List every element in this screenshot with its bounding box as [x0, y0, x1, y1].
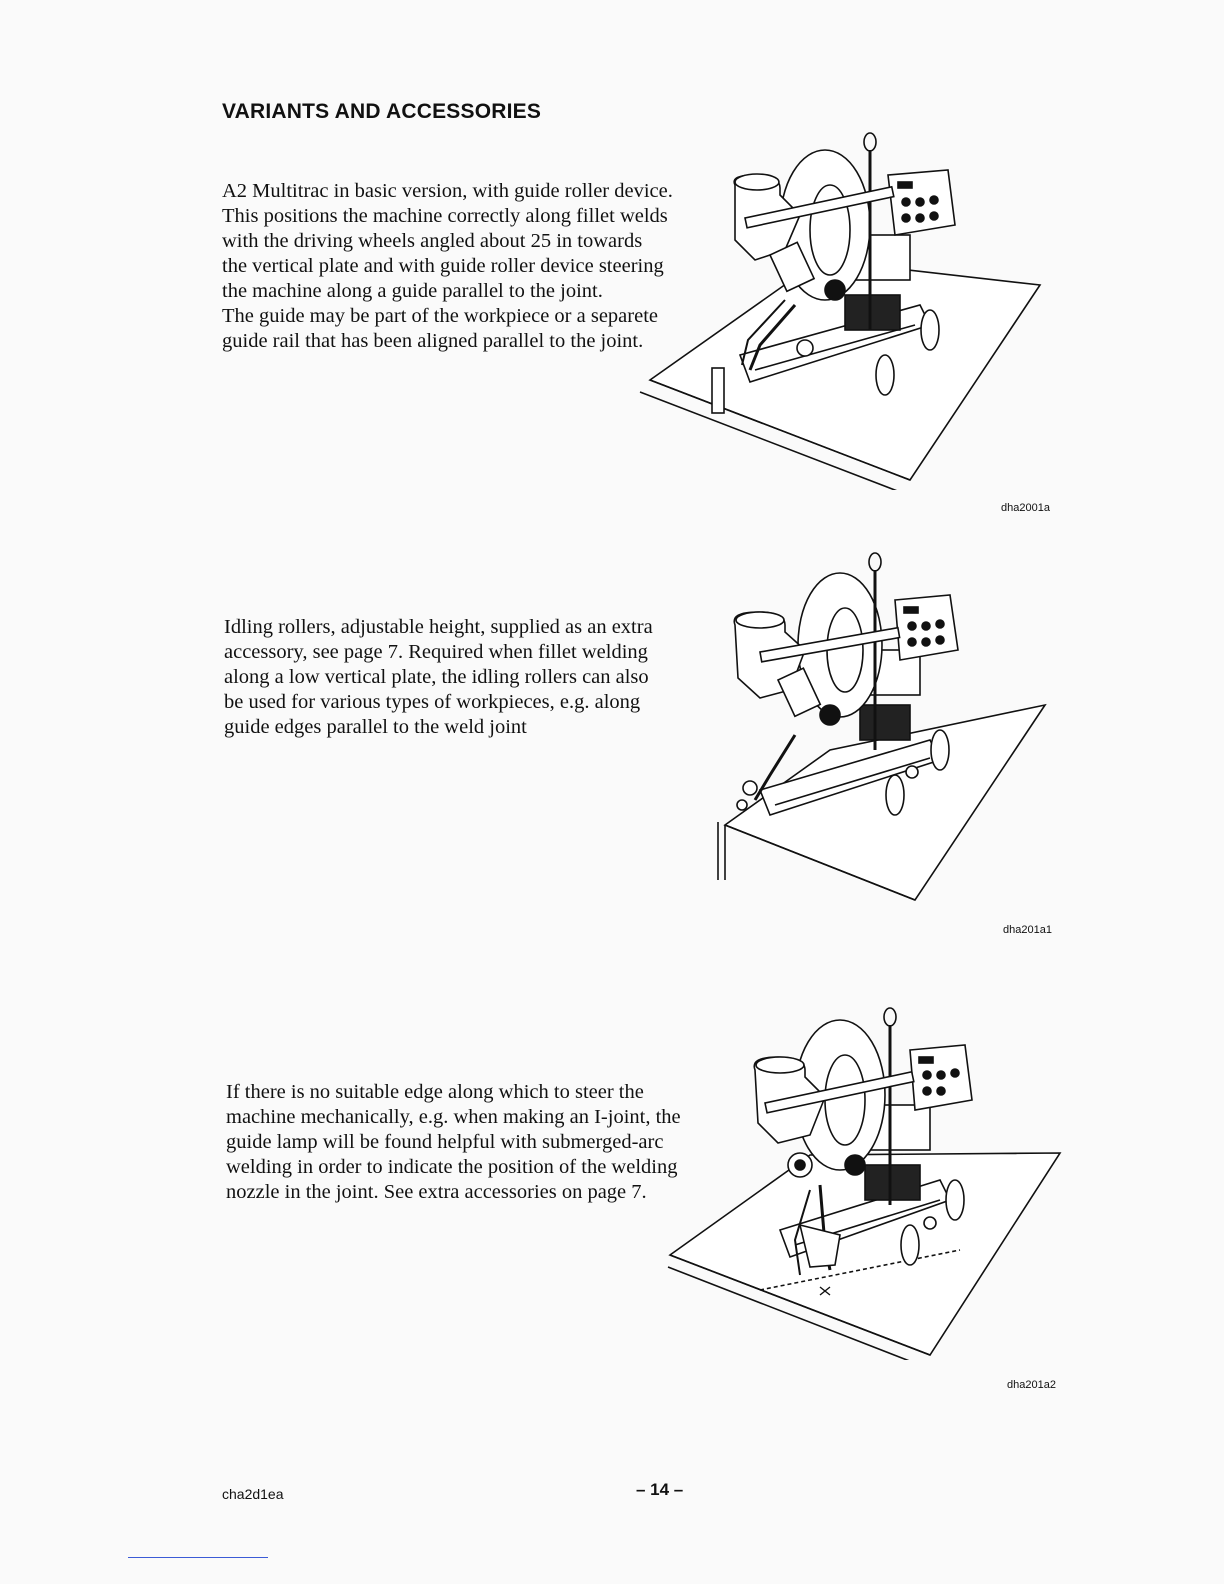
text-line: guide rail that has been aligned parallel to the joint. [222, 330, 644, 352]
text-line: the vertical plate and with guide roller device steering [222, 255, 664, 277]
text-line: be used for various types of workpieces, e.g. along [224, 691, 641, 713]
footer-rule [128, 1557, 268, 1558]
text-line: the machine along a guide parallel to the joint. [222, 280, 603, 302]
text-line: The guide may be part of the workpiece or a separete [222, 305, 658, 327]
welding-tractor-illustration-guide-lamp [660, 1005, 1070, 1360]
section-heading: VARIANTS AND ACCESSORIES [222, 100, 542, 123]
figure-code: dha2001a [1001, 502, 1050, 514]
figure-code: dha201a1 [1003, 924, 1052, 936]
text-line: welding in order to indicate the position of the welding [226, 1156, 678, 1178]
text-line: guide edges parallel to the weld joint [224, 716, 527, 738]
paragraph-basic-version [222, 179, 673, 354]
text-line: guide lamp will be found helpful with submerged-arc [226, 1131, 664, 1153]
text-line: machine mechanically, e.g. when making an I-joint, the [226, 1106, 681, 1128]
text-line: A2 Multitrac in basic version, with guide roller device. [222, 180, 673, 202]
text-line: accessory, see page 7. Required when fillet welding [224, 641, 648, 663]
figure-code: dha201a2 [1007, 1379, 1056, 1391]
document-code: cha2d1ea [222, 1486, 284, 1502]
text-line: with the driving wheels angled about 25 in towards [222, 230, 643, 252]
page-number: – 14 – [636, 1480, 684, 1499]
text-line: Idling rollers, adjustable height, supplied as an extra [224, 616, 653, 638]
text-line: along a low vertical plate, the idling rollers can also [224, 666, 649, 688]
text-line: If there is no suitable edge along which to steer the [226, 1081, 644, 1103]
text-line: This positions the machine correctly along fillet welds [222, 205, 668, 227]
text-line: nozzle in the joint. See extra accessories on page 7. [226, 1181, 647, 1203]
paragraph-guide-lamp [226, 1080, 681, 1205]
paragraph-idling-rollers [224, 615, 653, 740]
welding-tractor-illustration-idling-rollers [700, 550, 1060, 920]
welding-tractor-illustration-guide-roller [630, 130, 1060, 490]
